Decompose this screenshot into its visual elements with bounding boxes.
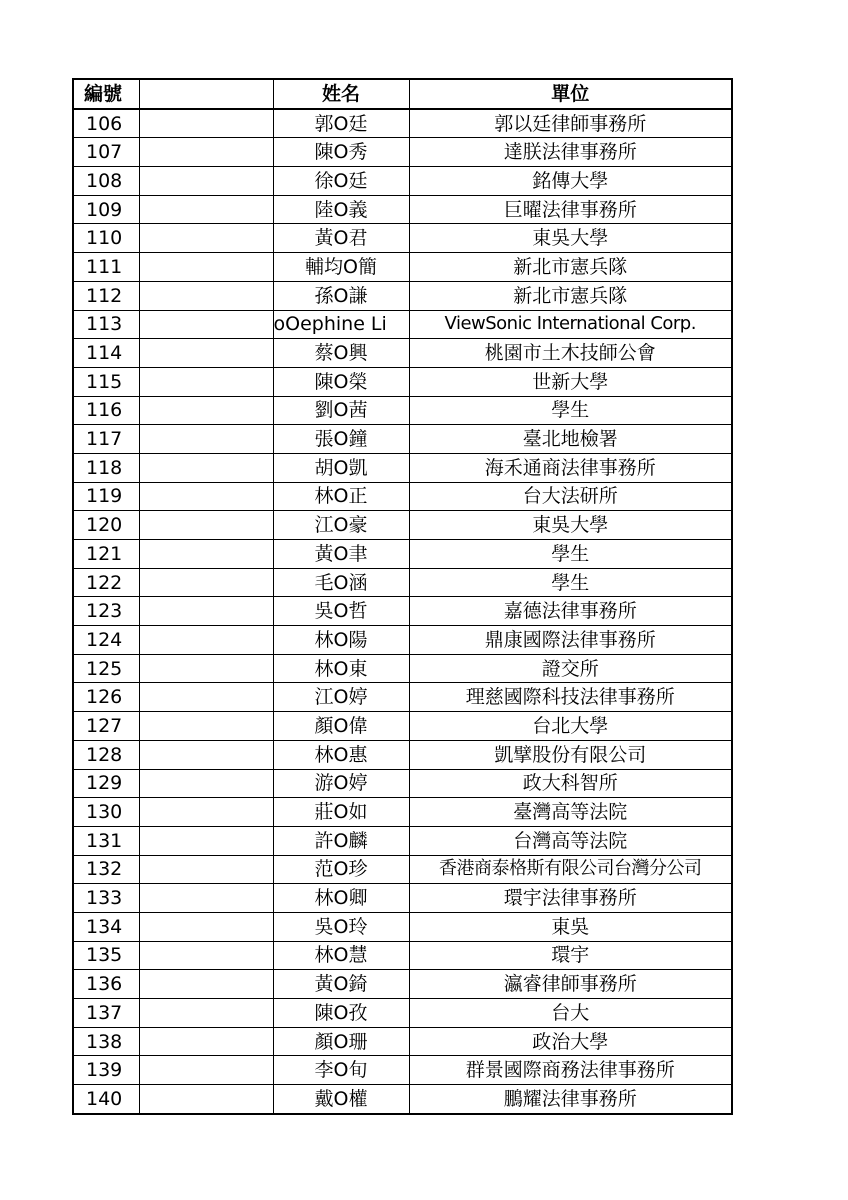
row-unit: 環宇法律事務所 — [409, 884, 732, 913]
row-number: 106 — [73, 109, 139, 138]
row-name: 林O正 — [273, 482, 409, 511]
row-number: 133 — [73, 884, 139, 913]
table-row — [73, 884, 732, 913]
table-row — [73, 568, 732, 597]
column-header-unit: 單位 — [409, 79, 732, 109]
row-number: 134 — [73, 912, 139, 941]
row-blank-cell — [139, 339, 273, 368]
row-blank-cell — [139, 1085, 273, 1114]
row-name: 吳O玲 — [273, 912, 409, 941]
column-header-blank — [139, 79, 273, 109]
table-row — [73, 310, 732, 339]
row-number: 108 — [73, 167, 139, 196]
row-number: 109 — [73, 195, 139, 224]
row-unit: 臺灣高等法院 — [409, 798, 732, 827]
row-name: 陸O義 — [273, 195, 409, 224]
row-number: 135 — [73, 941, 139, 970]
table-row — [73, 109, 732, 138]
row-number: 131 — [73, 826, 139, 855]
table-row — [73, 912, 732, 941]
row-blank-cell — [139, 826, 273, 855]
row-unit: 東吳大學 — [409, 511, 732, 540]
row-blank-cell — [139, 396, 273, 425]
table-row — [73, 683, 732, 712]
row-blank-cell — [139, 138, 273, 167]
row-blank-cell — [139, 253, 273, 282]
row-name: 許O麟 — [273, 826, 409, 855]
row-name: 吳O哲 — [273, 597, 409, 626]
row-number: 113 — [73, 310, 139, 339]
table-row — [73, 1085, 732, 1114]
row-name: 林O惠 — [273, 740, 409, 769]
row-unit: 學生 — [409, 540, 732, 569]
row-number: 128 — [73, 740, 139, 769]
row-unit: 環宇 — [409, 941, 732, 970]
table-row — [73, 511, 732, 540]
table-row — [73, 740, 732, 769]
row-number: 129 — [73, 769, 139, 798]
row-name: 郭O廷 — [273, 109, 409, 138]
row-number: 111 — [73, 253, 139, 282]
row-number: 126 — [73, 683, 139, 712]
row-number: 125 — [73, 654, 139, 683]
row-number: 107 — [73, 138, 139, 167]
row-unit: 政治大學 — [409, 1027, 732, 1056]
row-blank-cell — [139, 654, 273, 683]
row-blank-cell — [139, 195, 273, 224]
row-unit: ViewSonic International Corp. — [409, 310, 732, 339]
row-unit: 世新大學 — [409, 367, 732, 396]
row-blank-cell — [139, 167, 273, 196]
row-unit: 銘傳大學 — [409, 167, 732, 196]
table-row — [73, 540, 732, 569]
row-name: 陳O秀 — [273, 138, 409, 167]
table-row — [73, 453, 732, 482]
row-blank-cell — [139, 1027, 273, 1056]
column-header-name: 姓名 — [273, 79, 409, 109]
row-blank-cell — [139, 683, 273, 712]
table-row — [73, 253, 732, 282]
table-row — [73, 826, 732, 855]
row-unit: 鵬耀法律事務所 — [409, 1085, 732, 1114]
row-unit: 學生 — [409, 568, 732, 597]
row-blank-cell — [139, 281, 273, 310]
row-name: 游O婷 — [273, 769, 409, 798]
row-blank-cell — [139, 626, 273, 655]
row-unit: 臺北地檢署 — [409, 425, 732, 454]
table-row — [73, 367, 732, 396]
table-body — [73, 109, 732, 1114]
row-blank-cell — [139, 769, 273, 798]
row-unit: 學生 — [409, 396, 732, 425]
row-name: 黃O君 — [273, 224, 409, 253]
row-number: 112 — [73, 281, 139, 310]
table-row — [73, 482, 732, 511]
row-unit: 巨曜法律事務所 — [409, 195, 732, 224]
row-name: 顏O偉 — [273, 712, 409, 741]
row-number: 119 — [73, 482, 139, 511]
row-name: 莊O如 — [273, 798, 409, 827]
table-row — [73, 941, 732, 970]
table-row — [73, 396, 732, 425]
row-blank-cell — [139, 109, 273, 138]
row-name: 徐O廷 — [273, 167, 409, 196]
row-number: 121 — [73, 540, 139, 569]
table-row — [73, 167, 732, 196]
row-unit: 東吳 — [409, 912, 732, 941]
row-blank-cell — [139, 511, 273, 540]
table-row — [73, 798, 732, 827]
row-name: 林O陽 — [273, 626, 409, 655]
row-blank-cell — [139, 1056, 273, 1085]
row-blank-cell — [139, 367, 273, 396]
row-unit: 政大科智所 — [409, 769, 732, 798]
row-unit: 桃園市土木技師公會 — [409, 339, 732, 368]
table-row — [73, 339, 732, 368]
table-row — [73, 597, 732, 626]
table-row — [73, 855, 732, 884]
row-blank-cell — [139, 540, 273, 569]
row-unit: 凱擘股份有限公司 — [409, 740, 732, 769]
row-unit: 瀛睿律師事務所 — [409, 970, 732, 999]
row-unit: 台灣高等法院 — [409, 826, 732, 855]
table-row — [73, 970, 732, 999]
row-unit: 郭以廷律師事務所 — [409, 109, 732, 138]
table-row — [73, 224, 732, 253]
table-row — [73, 999, 732, 1028]
row-blank-cell — [139, 712, 273, 741]
row-blank-cell — [139, 568, 273, 597]
row-number: 123 — [73, 597, 139, 626]
row-blank-cell — [139, 224, 273, 253]
roster-table — [72, 78, 733, 1115]
column-header-number: 編號 — [73, 79, 139, 109]
row-unit: 理慈國際科技法律事務所 — [409, 683, 732, 712]
row-name: 輔均O簡 — [273, 253, 409, 282]
row-number: 127 — [73, 712, 139, 741]
row-blank-cell — [139, 884, 273, 913]
row-blank-cell — [139, 855, 273, 884]
row-name: 張O鐘 — [273, 425, 409, 454]
table-row — [73, 425, 732, 454]
row-name: oOephine Li — [273, 310, 409, 339]
row-blank-cell — [139, 912, 273, 941]
row-name: 江O豪 — [273, 511, 409, 540]
row-unit: 鼎康國際法律事務所 — [409, 626, 732, 655]
row-unit: 台北大學 — [409, 712, 732, 741]
row-blank-cell — [139, 310, 273, 339]
row-unit: 海禾通商法律事務所 — [409, 453, 732, 482]
row-unit: 台大 — [409, 999, 732, 1028]
row-blank-cell — [139, 740, 273, 769]
row-name: 林O慧 — [273, 941, 409, 970]
row-number: 140 — [73, 1085, 139, 1114]
table-row — [73, 626, 732, 655]
row-blank-cell — [139, 798, 273, 827]
row-unit: 達朕法律事務所 — [409, 138, 732, 167]
table-row — [73, 654, 732, 683]
row-name: 李O旬 — [273, 1056, 409, 1085]
row-blank-cell — [139, 597, 273, 626]
table-row — [73, 1027, 732, 1056]
row-unit: 新北市憲兵隊 — [409, 281, 732, 310]
row-unit: 證交所 — [409, 654, 732, 683]
row-name: 黃O聿 — [273, 540, 409, 569]
row-name: 林O卿 — [273, 884, 409, 913]
row-name: 林O東 — [273, 654, 409, 683]
row-unit: 台大法研所 — [409, 482, 732, 511]
row-name: 顏O珊 — [273, 1027, 409, 1056]
row-number: 116 — [73, 396, 139, 425]
row-name: 陳O孜 — [273, 999, 409, 1028]
row-number: 118 — [73, 453, 139, 482]
table-header-row — [73, 79, 732, 109]
row-number: 114 — [73, 339, 139, 368]
row-number: 138 — [73, 1027, 139, 1056]
row-unit: 新北市憲兵隊 — [409, 253, 732, 282]
row-name: 范O珍 — [273, 855, 409, 884]
table-row — [73, 769, 732, 798]
row-blank-cell — [139, 970, 273, 999]
row-number: 122 — [73, 568, 139, 597]
row-unit: 群景國際商務法律事務所 — [409, 1056, 732, 1085]
row-number: 136 — [73, 970, 139, 999]
row-number: 139 — [73, 1056, 139, 1085]
row-name: 毛O涵 — [273, 568, 409, 597]
table-row — [73, 195, 732, 224]
row-number: 115 — [73, 367, 139, 396]
row-blank-cell — [139, 425, 273, 454]
row-name: 戴O權 — [273, 1085, 409, 1114]
table-row — [73, 138, 732, 167]
row-number: 124 — [73, 626, 139, 655]
row-unit: 東吳大學 — [409, 224, 732, 253]
row-blank-cell — [139, 482, 273, 511]
row-unit: 香港商泰格斯有限公司台灣分公司 — [409, 855, 732, 884]
row-number: 117 — [73, 425, 139, 454]
row-name: 江O婷 — [273, 683, 409, 712]
row-number: 132 — [73, 855, 139, 884]
row-name: 蔡O興 — [273, 339, 409, 368]
row-blank-cell — [139, 453, 273, 482]
table-row — [73, 281, 732, 310]
row-number: 137 — [73, 999, 139, 1028]
row-number: 120 — [73, 511, 139, 540]
row-unit: 嘉德法律事務所 — [409, 597, 732, 626]
row-name: 孫O謙 — [273, 281, 409, 310]
row-number: 110 — [73, 224, 139, 253]
row-blank-cell — [139, 941, 273, 970]
table-row — [73, 1056, 732, 1085]
row-number: 130 — [73, 798, 139, 827]
row-name: 胡O凱 — [273, 453, 409, 482]
row-name: 劉O茜 — [273, 396, 409, 425]
table-row — [73, 712, 732, 741]
row-name: 陳O榮 — [273, 367, 409, 396]
row-blank-cell — [139, 999, 273, 1028]
row-name: 黃O錡 — [273, 970, 409, 999]
